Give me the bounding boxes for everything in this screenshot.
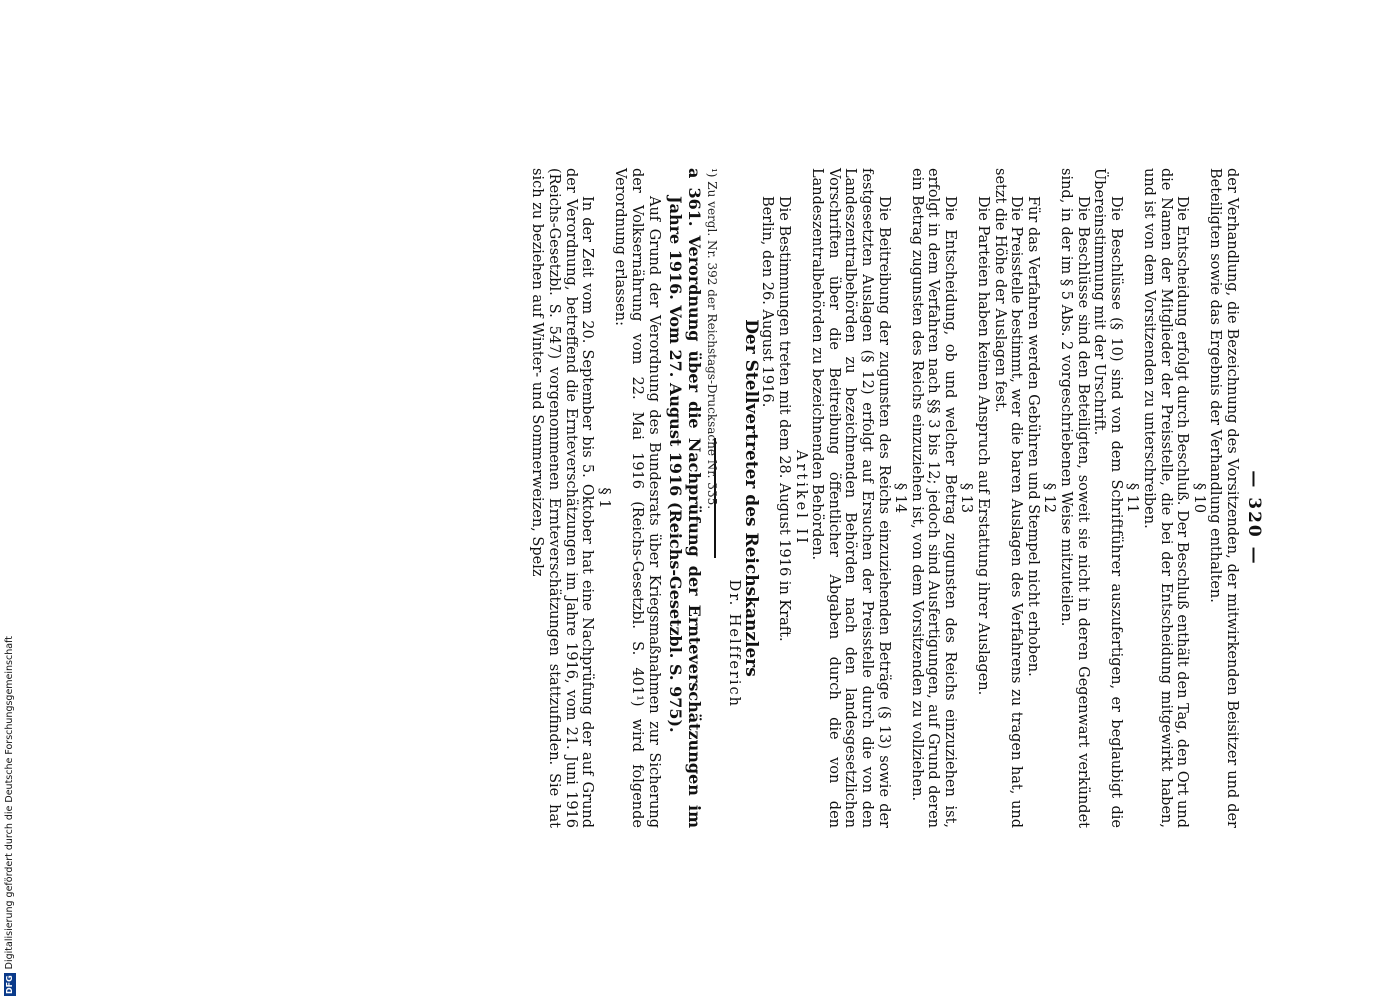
footnote: ¹) Zu vergl. Nr. 392 der Reichstags-Drucksache Nr. 335. <box>705 168 719 510</box>
date-line: Berlin, den 26. August 1916. <box>759 196 776 408</box>
section-heading: § 1 <box>595 487 612 509</box>
paragraph: Die Entscheidung erfolgt durch Beschluß. Der Beschluß enthält den Tag, den Ort und die Namen der Mitglieder der Preisstelle, die bei der Entscheidung mitgewirkt haben, und ist von dem Vorsitzenden zu unterschreiben. <box>1141 168 1191 828</box>
document-page <box>140 168 1264 828</box>
signature-name: Dr. Helfferich <box>726 579 743 708</box>
section-heading: § 11 <box>1124 482 1141 514</box>
section-heading: § 13 <box>958 482 975 514</box>
paragraph: Die Beitreibung der zugunsten des Reichs einzuziehenden Beträge (§ 13) sowie der festgesetzten Auslagen (§ 12) erfolgt auf Ersuchen der Preisstelle durch die von den Landeszentralbehörden zu bezeichnenden Behörden nach den landesgesetzlichen Vorschriften über die Beitreibung öffentlicher Abgaben durch die von den Landeszentralbehörden zu bezeichnenden Behörden. <box>809 168 892 828</box>
section-heading: § 14 <box>892 482 909 514</box>
paragraph: Die Beschlüsse sind den Beteiligten, soweit sie nicht in deren Gegenwart verkündet sind, in der im § 5 Abs. 2 vorgeschriebenen Weise mitzuteilen. <box>1058 168 1091 828</box>
section-heading: § 10 <box>1190 482 1207 514</box>
paragraph: der Verhandlung, die Bezeichnung des Vorsitzenden, der mitwirkenden Beisitzer und der Beteiligten sowie das Ergebnis der Verhandlung enthalten. <box>1207 168 1240 828</box>
ordinance-title <box>666 168 704 828</box>
paragraph: In der Zeit vom 20. September bis 5. Oktober hat eine Nachprüfung der auf Grund der Verordnung, betreffend die Ernteverschätzungen im Jahre 1916, vom 21. Juni 1916 (Reichs-Gesetzbl. S. 547) vorgenommenen Ernteverschätzungen stattzufinden. Sie hat sich zu beziehen auf Winter- und Sommerweizen, Spelz <box>529 168 596 828</box>
paragraph: Die Beschlüsse (§ 10) sind von dem Schriftführer auszufertigen, er beglaubigt die Übereinstimmung mit der Urschrift. <box>1091 168 1124 828</box>
paragraph: Die Bestimmungen treten mit dem 28. August 1916 in Kraft. <box>775 196 792 642</box>
paragraph: Die Parteien haben keinen Anspruch auf Erstattung ihrer Auslagen. <box>975 196 992 696</box>
dfg-logo: DFG <box>5 975 14 994</box>
article-heading: Artikel II <box>792 450 809 546</box>
paragraph: Auf Grund der Verordnung des Bundesrats über Kriegsmaßnahmen zur Sicherung der Volksernährung vom 22. Mai 1916 (Reichs-Gesetzbl. S. 401¹) wird folgende Verordnung erlassen: <box>612 168 662 828</box>
paragraph: Für das Verfahren werden Gebühren und Stempel nicht erhoben. <box>1024 196 1041 677</box>
credit-text: Digitalisierung gefördert durch die Deutsche Forschungsgemeinschaft <box>4 636 15 970</box>
paragraph: Die Preisstelle bestimmt, wer die baren Auslagen des Verfahrens zu tragen hat, und setzt die Höhe der Auslagen fest. <box>991 168 1025 828</box>
ordinance-title-text: Verordnung über die Nachprüfung der Ernteverschätzungen im Jahre 1916. Vom 27. August 1916 (Reichs-Gesetzbl. S. 975). <box>665 196 704 828</box>
paragraph: Die Entscheidung, ob und welcher Betrag zugunsten des Reichs einzuziehen ist, erfolgt in dem Verfahren nach §§ 3 bis 12; jedoch sind Ausfertigungen, auf Grund deren ein Betrag zugunsten des Reichs einzuziehen ist, von dem Vorsitzenden zu vollziehen. <box>908 168 958 828</box>
section-heading: § 12 <box>1041 482 1058 514</box>
ordinance-number: a 361. <box>684 168 704 227</box>
digitization-credit <box>1 606 19 996</box>
page-number: — 320 — <box>1244 470 1264 566</box>
signature-title: Der Stellvertreter des Reichskanzlers <box>740 319 761 677</box>
